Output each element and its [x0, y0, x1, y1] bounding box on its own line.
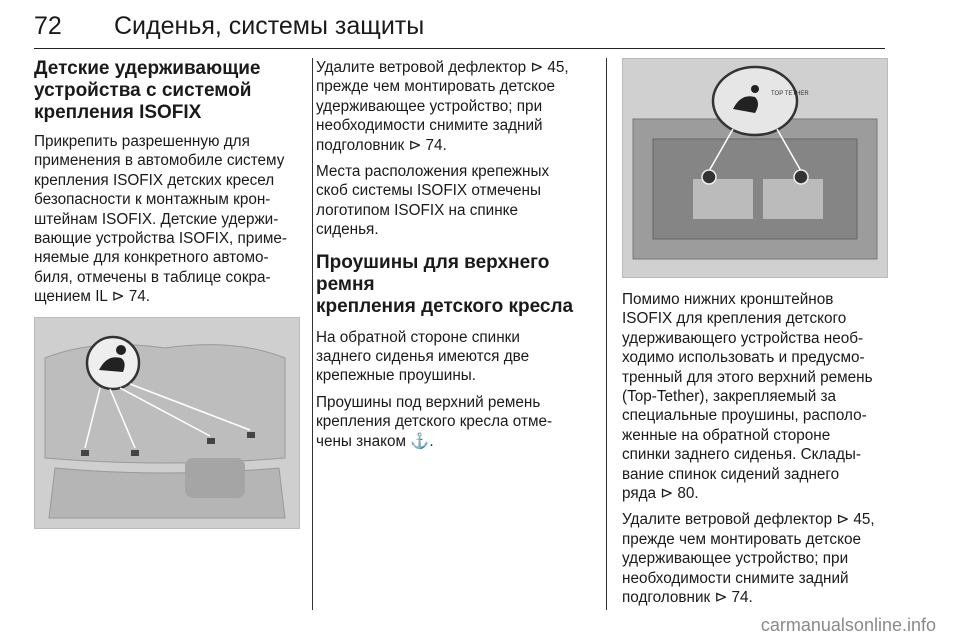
page-header	[34, 8, 885, 49]
column-3	[622, 290, 890, 615]
page-number: 72	[34, 12, 62, 40]
isofix-seat-figure	[34, 317, 300, 529]
column-divider-2	[606, 58, 607, 610]
chapter-title: Сиденья, системы защиты	[114, 12, 425, 40]
isofix-paragraph: Прикрепить разрешенную для применения в автомобиле систему крепления ISOFIX детских кресел безопасности к монтажным крон- штейнам ISOFIX. Детские удержи- вающие устройства ISOFIX, приме- няемые для конкретного автомо- биля, отмечены в таблице сокра- щением IL ⊳ 74.	[34, 133, 287, 306]
isofix-seat-illustration	[35, 318, 299, 528]
column-1	[34, 58, 300, 529]
isofix-location-paragraph: Места расположения крепежных скоб системы ISOFIX отмечены логотипом ISOFIX на спинке сиденья.	[316, 163, 550, 239]
top-tether-label: TOP TETHER	[771, 91, 809, 97]
top-tether-paragraph: Помимо нижних кронштейнов ISOFIX для крепления детского удерживающего устройства необ- ходимо использовать и предусмо- тренный для этого верхний ремень (Top-Tether), закрепляемый за специальные проушины, располо- женные на обратной стороне спинки заднего сиденья. Склады- вание спинок сидений заднего ряда ⊳ 80.	[622, 291, 873, 503]
top-tether-heading: Проушины для верхнего ремня крепления детского кресла	[316, 251, 574, 317]
top-tether-illustration	[623, 59, 887, 277]
tether-eyes-paragraph: На обратной стороне спинки заднего сиденья имеются две крепежные проушины.	[316, 328, 530, 385]
isofix-heading: Детские удерживающие устройства с системой крепления ISOFIX	[34, 58, 261, 123]
deflector-paragraph-2: Удалите ветровой дефлектор ⊳ 45, прежде чем монтировать детское удерживающее устройство; при необходимости снимите задний подголовник ⊳ 74.	[622, 511, 875, 607]
top-tether-figure	[622, 58, 888, 278]
deflector-paragraph: Удалите ветровой дефлектор ⊳ 45, прежде чем монтировать детское удерживающее устройство; при необходимости снимите задний подголовник ⊳ 74.	[316, 59, 569, 154]
watermark: carmanualsonline.info	[760, 615, 936, 635]
column-2	[316, 58, 596, 458]
tether-symbol-paragraph: Проушины под верхний ремень крепления детского кресла отме- чены знаком ⚓.	[316, 393, 553, 450]
column-divider-1	[312, 58, 313, 610]
